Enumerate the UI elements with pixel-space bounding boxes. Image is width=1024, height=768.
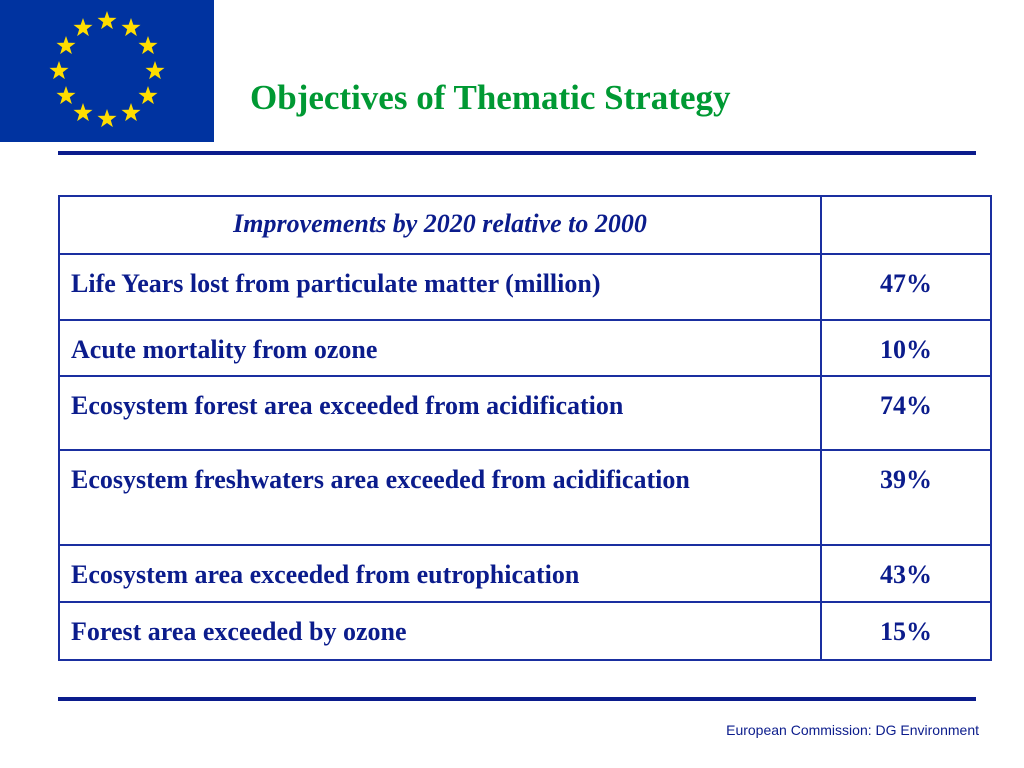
eu-flag-icon bbox=[0, 0, 214, 142]
table-row bbox=[59, 545, 991, 602]
table-header-row bbox=[59, 196, 991, 254]
row-label: Ecosystem forest area exceeded from acidification bbox=[59, 376, 821, 450]
bottom-divider bbox=[58, 697, 976, 701]
table-row bbox=[59, 320, 991, 376]
row-label: Life Years lost from particulate matter (million) bbox=[59, 254, 821, 320]
row-value: 39% bbox=[821, 450, 991, 545]
page-title: Objectives of Thematic Strategy bbox=[250, 78, 731, 117]
table-row bbox=[59, 254, 991, 320]
table-row bbox=[59, 602, 991, 660]
row-value: 10% bbox=[821, 320, 991, 376]
table-header-label: Improvements by 2020 relative to 2000 bbox=[59, 196, 821, 254]
footer-credit: European Commission: DG Environment bbox=[726, 722, 979, 738]
row-label: Acute mortality from ozone bbox=[59, 320, 821, 376]
top-divider bbox=[58, 151, 976, 155]
row-value: 15% bbox=[821, 602, 991, 660]
row-label: Ecosystem area exceeded from eutrophication bbox=[59, 545, 821, 602]
table-row bbox=[59, 450, 991, 545]
improvements-table bbox=[58, 195, 992, 661]
row-label: Ecosystem freshwaters area exceeded from acidification bbox=[59, 450, 821, 545]
table-row bbox=[59, 376, 991, 450]
row-value: 47% bbox=[821, 254, 991, 320]
table-header-value bbox=[821, 196, 991, 254]
row-label: Forest area exceeded by ozone bbox=[59, 602, 821, 660]
row-value: 43% bbox=[821, 545, 991, 602]
row-value: 74% bbox=[821, 376, 991, 450]
